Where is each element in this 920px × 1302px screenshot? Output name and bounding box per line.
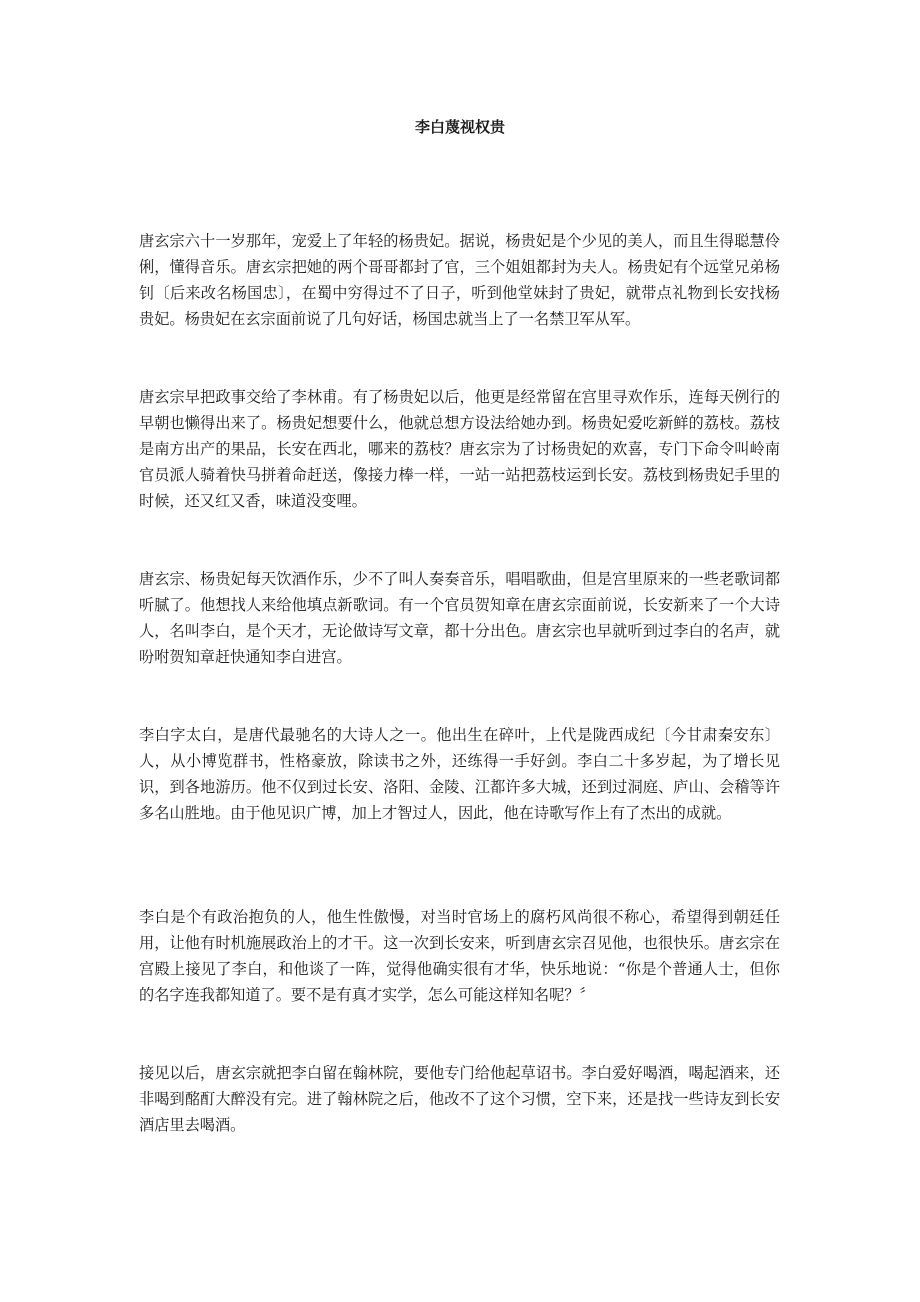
paragraph-5: 李白是个有政治抱负的人，他生性傲慢，对当时官场上的腐朽风尚很不称心，希望得到朝廷任用，让他有时机施展政治上的才干。这一次到长安来，听到唐玄宗召见他，也很快乐。唐玄宗在宫殿上接见了李白，和他谈了一阵，觉得他确实很有才华，快乐地说：“你是个普通人士，但你的名字连我都知道了。要不是有真才实学，怎么可能这样知名呢？〞	[139, 908, 780, 1004]
paragraph-3: 唐玄宗、杨贵妃每天饮酒作乐，少不了叫人奏奏音乐，唱唱歌曲，但是宫里原来的一些老歌词都听腻了。他想找人来给他填点新歌词。有一个官员贺知章在唐玄宗面前说，长安新来了一个大诗人，名叫李白，是个天才，无论做诗写文章，都十分出色。唐玄宗也早就听到过李白的名声，就吩咐贺知章赶快通知李白进宫。	[139, 570, 780, 666]
document-title: 李白蔑视权贵	[414, 118, 505, 136]
paragraph-2: 唐玄宗早把政事交给了李林甫。有了杨贵妃以后，他更是经常留在宫里寻欢作乐，连每天例行的早朝也懒得出来了。杨贵妃想要什么，他就总想方设法给她办到。杨贵妃爱吃新鲜的荔枝。荔枝是南方出产的果品，长安在西北，哪来的荔枝？唐玄宗为了讨杨贵妃的欢喜，专门下命令叫岭南官员派人骑着快马拼着命赶送，像接力棒一样，一站一站把荔枝运到长安。荔枝到杨贵妃手里的时候，还又红又香，味道没变哩。	[139, 388, 780, 510]
paragraph-1: 唐玄宗六十一岁那年，宠爱上了年轻的杨贵妃。据说，杨贵妃是个少见的美人，而且生得聪慧伶俐，懂得音乐。唐玄宗把她的两个哥哥都封了官，三个姐姐都封为夫人。杨贵妃有个远堂兄弟杨钊〔后来改名杨国忠〕，在蜀中穷得过不了日子，听到他堂妹封了贵妃，就带点礼物到长安找杨贵妃。杨贵妃在玄宗面前说了几句好话，杨国忠就当上了一名禁卫军从军。	[139, 232, 780, 328]
paragraph-6: 接见以后，唐玄宗就把李白留在翰林院，要他专门给他起草诏书。李白爱好喝酒，喝起酒来，还非喝到酩酊大醉没有完。进了翰林院之后，他改不了这个习惯，空下来，还是找一些诗友到长安酒店里去喝酒。	[139, 1064, 780, 1134]
paragraph-4: 李白字太白，是唐代最驰名的大诗人之一。他出生在碎叶，上代是陇西成纪〔今甘肃秦安东〕人，从小博览群书，性格豪放，除读书之外，还练得一手好剑。李白二十多岁起，为了增长见识，到各地游历。他不仅到过长安、洛阳、金陵、江都许多大城，还到过洞庭、庐山、会稽等许多名山胜地。由于他见识广博，加上才智过人，因此，他在诗歌写作上有了杰出的成就。	[139, 726, 780, 822]
